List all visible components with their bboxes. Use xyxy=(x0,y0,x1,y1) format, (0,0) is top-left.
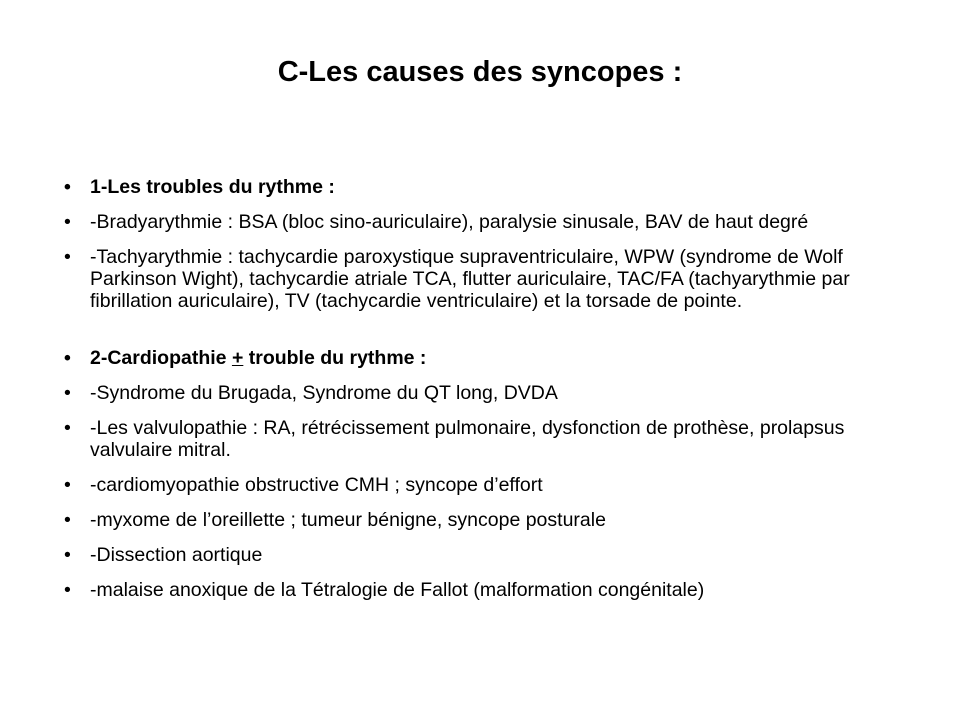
list-item xyxy=(64,509,884,531)
list-item xyxy=(64,474,884,496)
bullet-dot-icon: • xyxy=(64,509,71,531)
bullet-dot-icon: • xyxy=(64,544,71,566)
list-item xyxy=(64,417,884,461)
list-item-text: -Tachyarythmie : tachycardie paroxystique supraventriculaire, WPW (syndrome de Wolf Parkinson Wight), tachycardie atriale TCA, flutter auriculaire, TAC/FA (tachyarythmie par fibrillation auriculaire), TV (tachycardie ventriculaire) et la torsade de pointe. xyxy=(90,246,850,312)
list-item xyxy=(64,211,884,233)
list-item-text: -Dissection aortique xyxy=(90,544,263,566)
bullet-dot-icon: • xyxy=(64,382,71,404)
list-item xyxy=(64,246,884,312)
list-item-text: 1-Les troubles du rythme : xyxy=(90,176,335,198)
slide-title: C-Les causes des syncopes : xyxy=(277,56,683,88)
bullet-dot-icon: • xyxy=(64,176,71,198)
list-item-text: -myxome de l’oreillette ; tumeur bénigne, syncope posturale xyxy=(90,509,606,531)
underlined-plus: + xyxy=(231,347,244,369)
list-item-text: -Les valvulopathie : RA, rétrécissement pulmonaire, dysfonction de prothèse, prolapsus valvulaire mitral. xyxy=(90,417,845,461)
text-segment: 2-Cardiopathie xyxy=(90,347,232,369)
list-item xyxy=(64,382,884,404)
list-item xyxy=(64,579,884,601)
list-item xyxy=(64,544,884,566)
list-item-text: -Syndrome du Brugada, Syndrome du QT long, DVDA xyxy=(90,382,558,404)
list-item-text: -Bradyarythmie : BSA (bloc sino-auriculaire), paralysie sinusale, BAV de haut degré xyxy=(90,211,809,233)
bullet-dot-icon: • xyxy=(64,474,71,496)
bullet-dot-icon: • xyxy=(64,417,71,439)
bullet-dot-icon: • xyxy=(64,211,71,233)
list-item-text xyxy=(90,347,426,369)
list-item-text: -cardiomyopathie obstructive CMH ; syncope d’effort xyxy=(90,474,543,496)
bullet-dot-icon: • xyxy=(64,579,71,601)
list-item-text: -malaise anoxique de la Tétralogie de Fallot (malformation congénitale) xyxy=(90,579,705,601)
bullet-dot-icon: • xyxy=(64,246,71,268)
bullet-dot-icon: • xyxy=(64,347,71,369)
list-item xyxy=(64,176,884,198)
bullet-list xyxy=(64,176,884,614)
text-segment: trouble du rythme : xyxy=(243,347,427,369)
list-item xyxy=(64,347,884,369)
